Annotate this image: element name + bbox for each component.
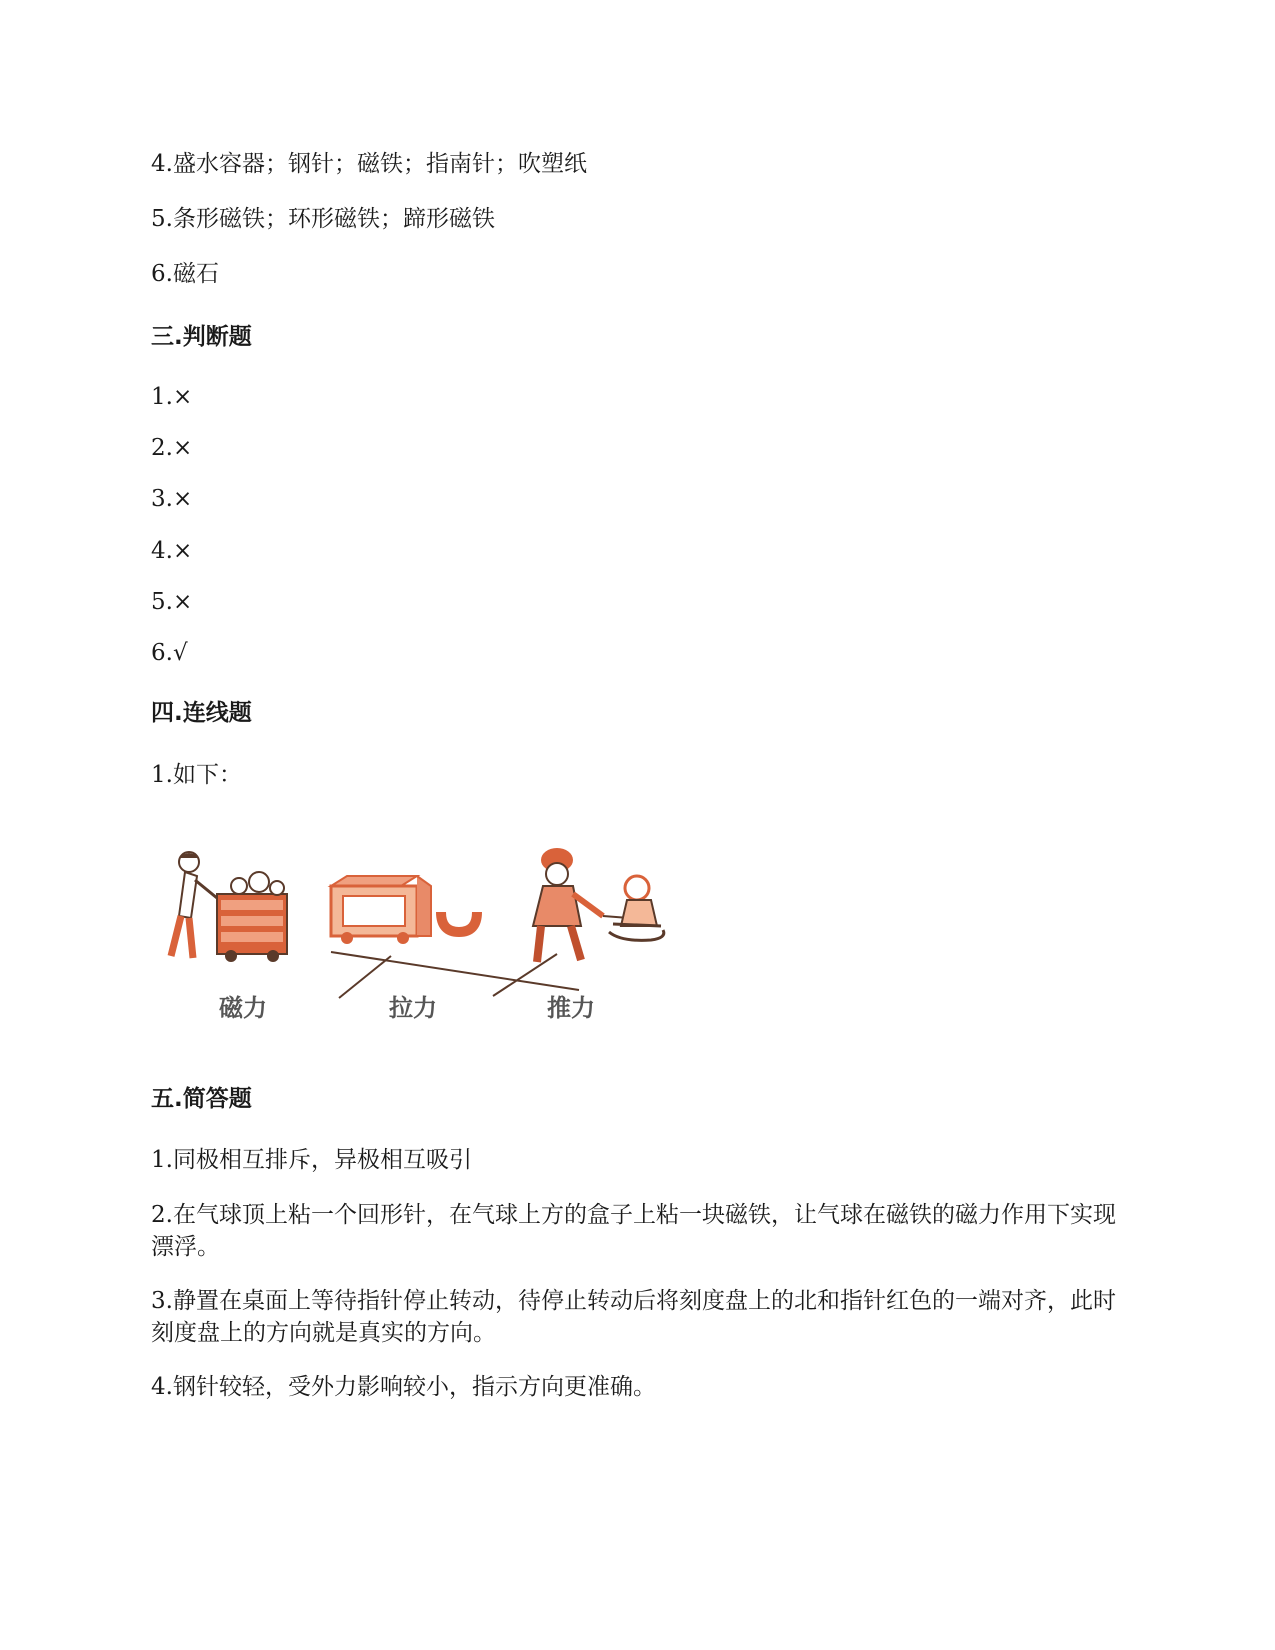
judge-answer-3: 3.× <box>151 486 193 512</box>
fill-answer-4: 4.盛水容器；钢针；磁铁；指南针；吹塑纸 <box>151 151 587 177</box>
short-answer-4: 4.钢针较轻，受外力影响较小，指示方向更准确。 <box>151 1374 656 1400</box>
section-5-heading: 五.简答题 <box>151 1086 252 1112</box>
fill-answer-6: 6.磁石 <box>151 261 219 287</box>
boy-pushing-cart-illustration <box>171 852 287 962</box>
label-push-force: 推力 <box>547 994 595 1022</box>
child-pulling-sled-illustration <box>533 848 664 962</box>
short-answer-3: 3.静置在桌面上等待指针停止转动，待停止转动后将刻度盘上的北和指针红色的一端对齐，此时刻度盘上的方向就是真实的方向。 <box>151 1288 1116 1346</box>
judge-answer-5: 5.× <box>151 589 193 615</box>
label-pull-force: 拉力 <box>389 994 437 1022</box>
short-answer-2: 2.在气球顶上粘一个回形针，在气球上方的盒子上粘一块磁铁，让气球在磁铁的磁力作用下实现漂浮。 <box>151 1202 1116 1260</box>
section-3-heading: 三.判断题 <box>151 324 252 350</box>
toy-car-and-magnet-illustration <box>331 876 477 944</box>
short-answer-1: 1.同极相互排斥，异极相互吸引 <box>151 1147 472 1173</box>
matching-illustration <box>151 846 711 1046</box>
match-line-boy <box>339 956 391 998</box>
label-magnetic-force: 磁力 <box>219 994 267 1022</box>
matching-answer-1: 1.如下： <box>151 762 242 788</box>
fill-answer-5: 5.条形磁铁；环形磁铁；蹄形磁铁 <box>151 206 495 232</box>
judge-answer-1: 1.× <box>151 384 193 410</box>
match-line-sled <box>493 954 557 996</box>
match-line-car <box>331 952 579 990</box>
judge-answer-2: 2.× <box>151 435 193 461</box>
section-4-heading: 四.连线题 <box>151 700 252 726</box>
judge-answer-4: 4.× <box>151 538 193 564</box>
judge-answer-6: 6.√ <box>151 640 188 666</box>
